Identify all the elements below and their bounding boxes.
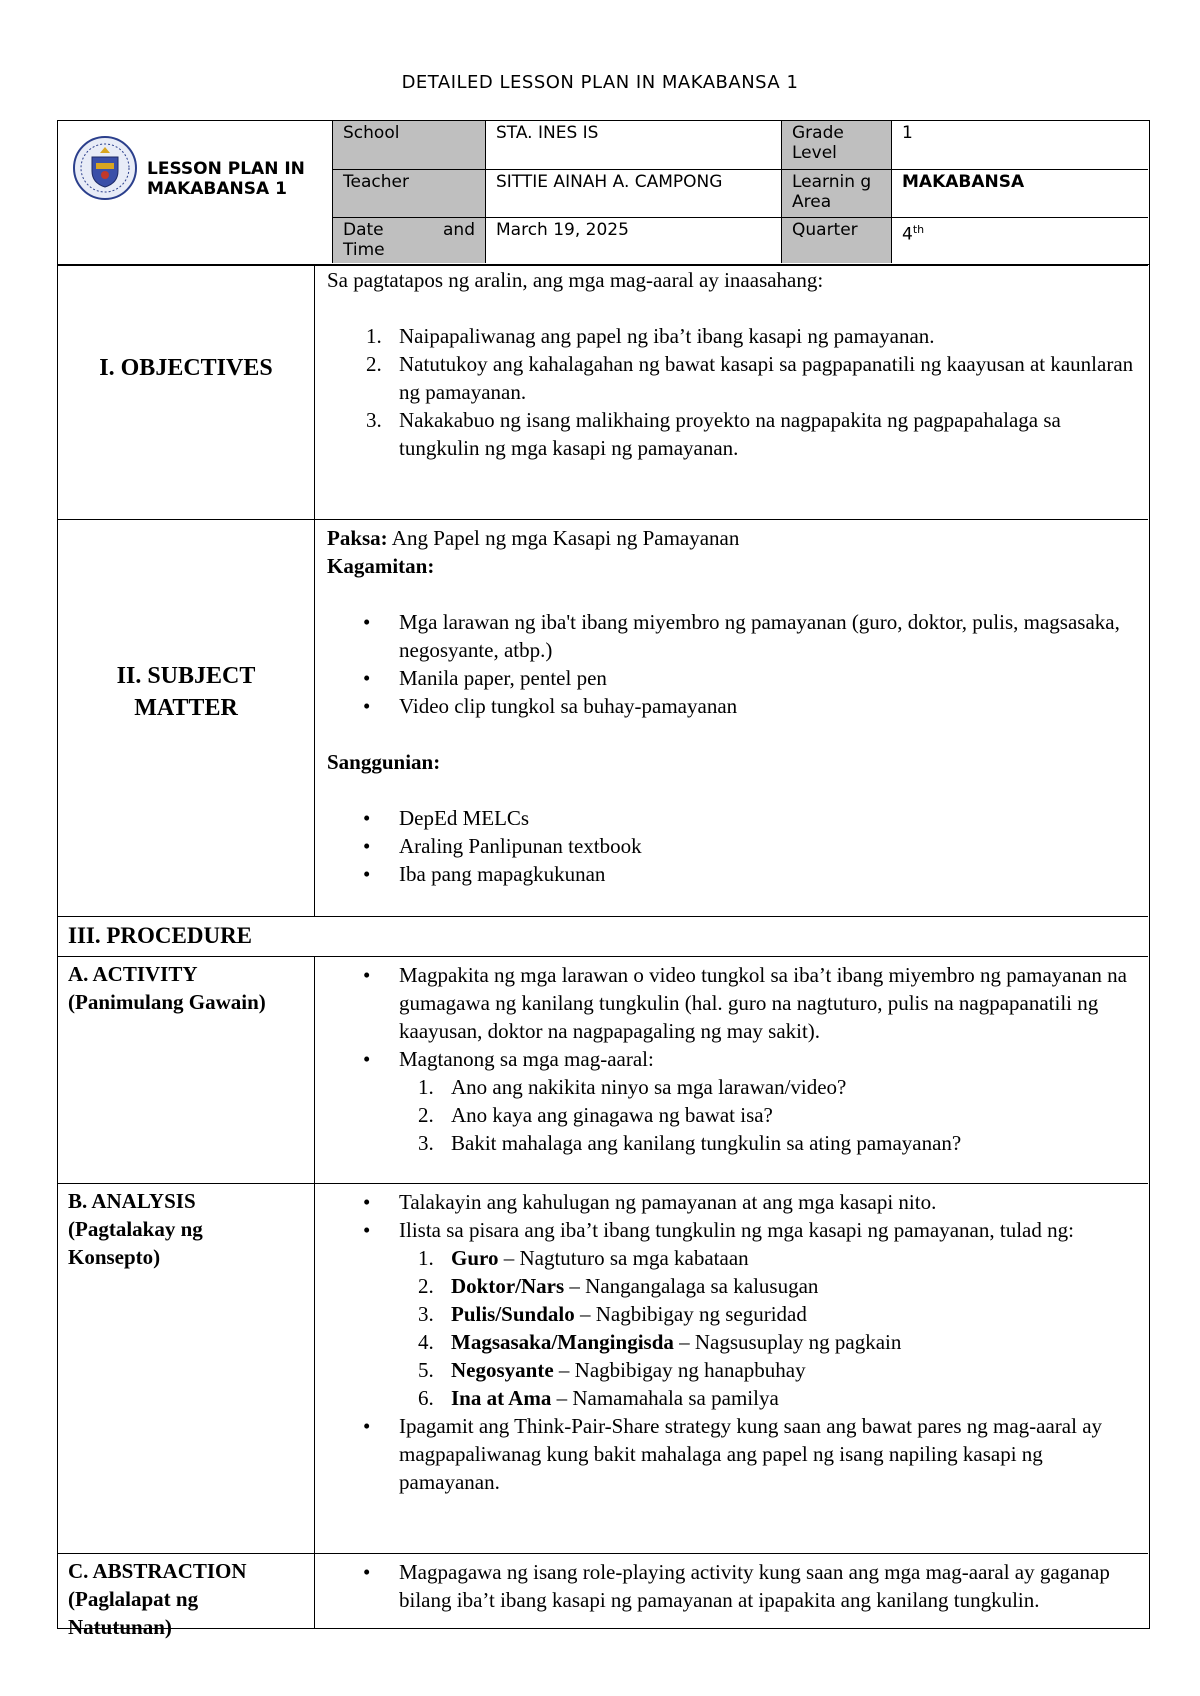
subject-matter-row <box>58 519 1148 916</box>
main-table <box>57 264 1150 1639</box>
date-value: March 19, 2025 <box>485 217 781 263</box>
analysis-label: B. ANALYSIS <box>68 1189 196 1213</box>
subject-matter-label-cell <box>58 520 315 916</box>
list-item: 6. Ina at Ama – Namamahala sa pamilya <box>439 1384 1136 1412</box>
list-item: • Mga larawan ng iba't ibang miyembro ng pamayanan (guro, doktor, pulis, magsasaka, negosyante, atbp.) <box>327 608 1136 664</box>
activity-row <box>58 956 1148 1183</box>
list-item: • Manila paper, pentel pen <box>327 664 1136 692</box>
school-value: STA. INES IS <box>485 121 781 169</box>
objectives-label-cell <box>58 266 315 519</box>
sanggunian-list <box>327 804 1136 888</box>
paksa-value: Ang Papel ng mga Kasapi ng Pamayanan <box>391 526 740 550</box>
analysis-row <box>58 1183 1148 1553</box>
activity-sublabel: (Panimulang Gawain) <box>68 990 266 1014</box>
list-item: • Video clip tungkol sa buhay-pamayanan <box>327 692 1136 720</box>
sanggunian-label: Sanggunian: <box>327 750 441 774</box>
list-item: 3. Pulis/Sundalo – Nagbibigay ng seguridad <box>439 1300 1136 1328</box>
paksa-label: Paksa: <box>327 526 388 550</box>
paksa-line <box>327 524 1136 552</box>
grade-level-label: Grade Level <box>781 121 891 169</box>
list-item: 3. Nakakabuo ng isang malikhaing proyekto na nagpapakita ng pagpapahalaga sa tungkulin ng mga kasapi ng pamayanan. <box>387 406 1136 462</box>
subject-matter-label-line1: II. SUBJECT <box>116 663 256 689</box>
deped-seal-icon <box>72 135 138 201</box>
analysis-list <box>327 1188 1136 1244</box>
abstraction-sublabel-2: Natutunan) <box>68 1615 172 1639</box>
objectives-label: I. OBJECTIVES <box>99 355 273 381</box>
list-item: 1. Guro – Nagtuturo sa mga kabataan <box>439 1244 1136 1272</box>
abstraction-sublabel-1: (Paglalapat ng <box>68 1587 199 1611</box>
time-label: Time <box>343 240 385 260</box>
objectives-intro: Sa pagtatapos ng aralin, ang mga mag-aaral ay inaasahang: <box>327 268 824 292</box>
activity-question-intro: Magtanong sa mga mag-aaral: <box>399 1047 654 1071</box>
abstraction-label: C. ABSTRACTION <box>68 1559 247 1583</box>
subject-matter-content <box>315 520 1148 916</box>
procedure-label: III. PROCEDURE <box>68 923 253 948</box>
objectives-content <box>315 266 1148 519</box>
list-item: • Talakayin ang kahulugan ng pamayanan at ang mga kasapi nito. <box>327 1188 1136 1216</box>
quarter-number: 4 <box>902 224 913 245</box>
list-item: • Iba pang mapagkukunan <box>327 860 1136 888</box>
list-item: 1. Naipapaliwanag ang papel ng iba’t ibang kasapi ng pamayanan. <box>387 322 1136 350</box>
list-item: • Ipagamit ang Think-Pair-Share strategy kung saan ang bawat pares ng mag-aaral ay magpapaliwanag kung bakit mahalaga ang papel ng isang napiling kasapi ng pamayanan. <box>327 1412 1136 1496</box>
kagamitan-label: Kagamitan: <box>327 554 435 578</box>
subject-matter-label <box>58 660 314 724</box>
date-time-label <box>332 217 485 263</box>
activity-label: A. ACTIVITY <box>68 962 198 986</box>
abstraction-content <box>315 1554 1148 1629</box>
objectives-list <box>327 322 1136 462</box>
list-item: 3. Bakit mahalaga ang kanilang tungkulin sa ating pamayanan? <box>439 1129 1136 1157</box>
learning-area-value: MAKABANSA <box>891 169 1148 217</box>
procedure-header-row <box>58 916 1148 956</box>
roles-list <box>327 1244 1136 1412</box>
school-label: School <box>332 121 485 169</box>
activity-label-cell <box>58 957 315 1183</box>
list-item <box>327 1045 1136 1073</box>
activity-content <box>315 957 1148 1183</box>
list-item: • Magpakita ng mga larawan o video tungkol sa iba’t ibang miyembro ng pamayanan na gumagawa ng kanilang tungkulin (hal. guro na nagtuturo, pulis na nagpapanatili ng kaayusan, doktor na nagpapagaling ng may sakit). <box>327 961 1136 1045</box>
logo-cell <box>58 121 332 263</box>
grade-level-value: 1 <box>891 121 1148 169</box>
activity-questions <box>327 1073 1136 1157</box>
and-label: and <box>443 220 475 240</box>
abstraction-list <box>327 1558 1136 1614</box>
teacher-label: Teacher <box>332 169 485 217</box>
list-item: 2. Ano kaya ang ginagawa ng bawat isa? <box>439 1101 1136 1129</box>
list-item: • Ilista sa pisara ang iba’t ibang tungkulin ng mga kasapi ng pamayanan, tulad ng: <box>327 1216 1136 1244</box>
list-item: • Magpagawa ng isang role-playing activity kung saan ang mga mag-aaral ay gaganap bilang iba’t ibang kasapi ng pamayanan at ipapakita ang kanilang tungkulin. <box>327 1558 1136 1614</box>
quarter-suffix: th <box>912 223 925 236</box>
abstraction-row <box>58 1553 1148 1639</box>
abstraction-label-cell <box>58 1554 315 1639</box>
quarter-value <box>891 217 1148 263</box>
objectives-row <box>58 264 1148 519</box>
analysis-label-cell <box>58 1184 315 1553</box>
analysis-sublabel-2: Konsepto) <box>68 1245 161 1269</box>
quarter-label: Quarter <box>781 217 891 263</box>
list-item: • DepEd MELCs <box>327 804 1136 832</box>
kagamitan-list <box>327 608 1136 720</box>
date-label: Date <box>343 220 384 240</box>
analysis-sublabel-1: (Pagtalakay ng <box>68 1217 203 1241</box>
list-item: 2. Natutukoy ang kahalagahan ng bawat kasapi sa pagpapanatili ng kaayusan at kaunlaran ng pamayanan. <box>387 350 1136 406</box>
list-item: 1. Ano ang nakikita ninyo sa mga larawan/video? <box>439 1073 1136 1101</box>
document-title: DETAILED LESSON PLAN IN MAKABANSA 1 <box>401 72 799 93</box>
list-item: 4. Magsasaka/Mangingisda – Nagsusuplay ng pagkain <box>439 1328 1136 1356</box>
lesson-plan-label: LESSON PLAN IN MAKABANSA 1 <box>147 159 305 199</box>
analysis-content <box>315 1184 1148 1553</box>
header-table <box>57 120 1150 265</box>
teacher-value: SITTIE AINAH A. CAMPONG <box>485 169 781 217</box>
activity-list <box>327 961 1136 1073</box>
analysis-list-continued <box>327 1412 1136 1496</box>
subject-matter-label-line2: MATTER <box>134 695 238 721</box>
list-item: 2. Doktor/Nars – Nangangalaga sa kalusugan <box>439 1272 1136 1300</box>
list-item: 5. Negosyante – Nagbibigay ng hanapbuhay <box>439 1356 1136 1384</box>
list-item: • Araling Panlipunan textbook <box>327 832 1136 860</box>
learning-area-label: Learnin g Area <box>781 169 891 217</box>
